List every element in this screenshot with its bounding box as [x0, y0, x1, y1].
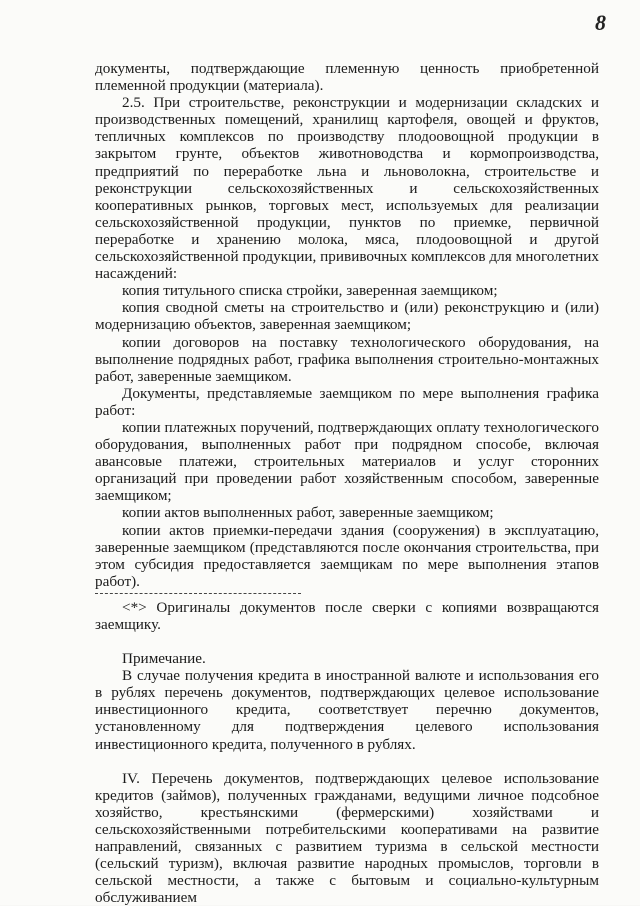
paragraph: Документы, представляемые заемщиком по мере выполнения графика работ:: [95, 384, 599, 419]
paragraph: 2.5. При строительстве, реконструкции и модернизации складских и производственных помещений, хранилищ картофеля, овощей и фруктов, тепличных комплексов по производству плодоовощной продукции в закрытом грунте, объектов животноводства и кормопроизводства, предприятий по переработке льна и льноволокна, строительстве и реконструкции сельскохозяйственных и сельскохозяйственных кооперативных рынков, торговых мест, используемых для реализации сельскохозяйственной продукции, пунктов по приемке, первичной переработке и хранению молока, мяса, плодоовощной и другой сельскохозяйственной продукции, прививочных комплексов для многолетних насаждений:: [95, 94, 599, 283]
note-text: В случае получения кредита в иностранной валюте и использования его в рублях перечень документов, подтверждающих целевое использование инвестиционного кредита, соответствует перечню документов, установленному для подтверждения целевого использования инвестиционного кредита, полученного в рублях.: [95, 667, 599, 753]
footnote-divider: [95, 593, 301, 594]
list-item: копии актов выполненных работ, заверенные заемщиком;: [122, 504, 494, 522]
page-number: 8: [595, 10, 606, 35]
note-heading: Примечание.: [122, 650, 206, 668]
list-item: копии платежных поручений, подтверждающих оплату технологического оборудования, выполненных работ при подрядном способе, включая авансовые платежи, строительных материалов и услуг сторонних организаций при проведении работ хозяйственным способом, заверенные заемщиком;: [95, 418, 599, 505]
list-item: копия титульного списка стройки, заверенная заемщиком;: [122, 282, 498, 300]
section-iv-heading: IV. Перечень документов, подтверждающих целевое использование кредитов (займов), полученных гражданами, ведущими личное подсобное хозяйство, крестьянскими (фермерскими) хозяйствами и сельскохозяйственными потребительскими кооперативами на развитие направлений, связанных с развитием туризма в сельской местности (сельский туризм), включая развитие народных промыслов, торговли в сельской местности, а также с бытовым и социально-культурным обслуживанием: [95, 769, 599, 906]
footnote: <*> Оригиналы документов после сверки с копиями возвращаются заемщику.: [95, 598, 599, 633]
paragraph: документы, подтверждающие племенную ценность приобретенной племенной продукции (материала).: [95, 60, 599, 95]
list-item: копия сводной сметы на строительство и (или) реконструкцию и (или) модернизацию объектов, заверенная заемщиком;: [95, 299, 599, 334]
list-item: копии договоров на поставку технологического оборудования, на выполнение подрядных работ, графика выполнения строительно-монтажных работ, заверенные заемщиком.: [95, 333, 599, 385]
document-body: [95, 60, 599, 906]
list-item: копии актов приемки-передачи здания (сооружения) в эксплуатацию, заверенные заемщиком (представляются после окончания строительства, при этом субсидия предоставляется заемщикам по мере выполнения этапов работ).: [95, 521, 599, 590]
